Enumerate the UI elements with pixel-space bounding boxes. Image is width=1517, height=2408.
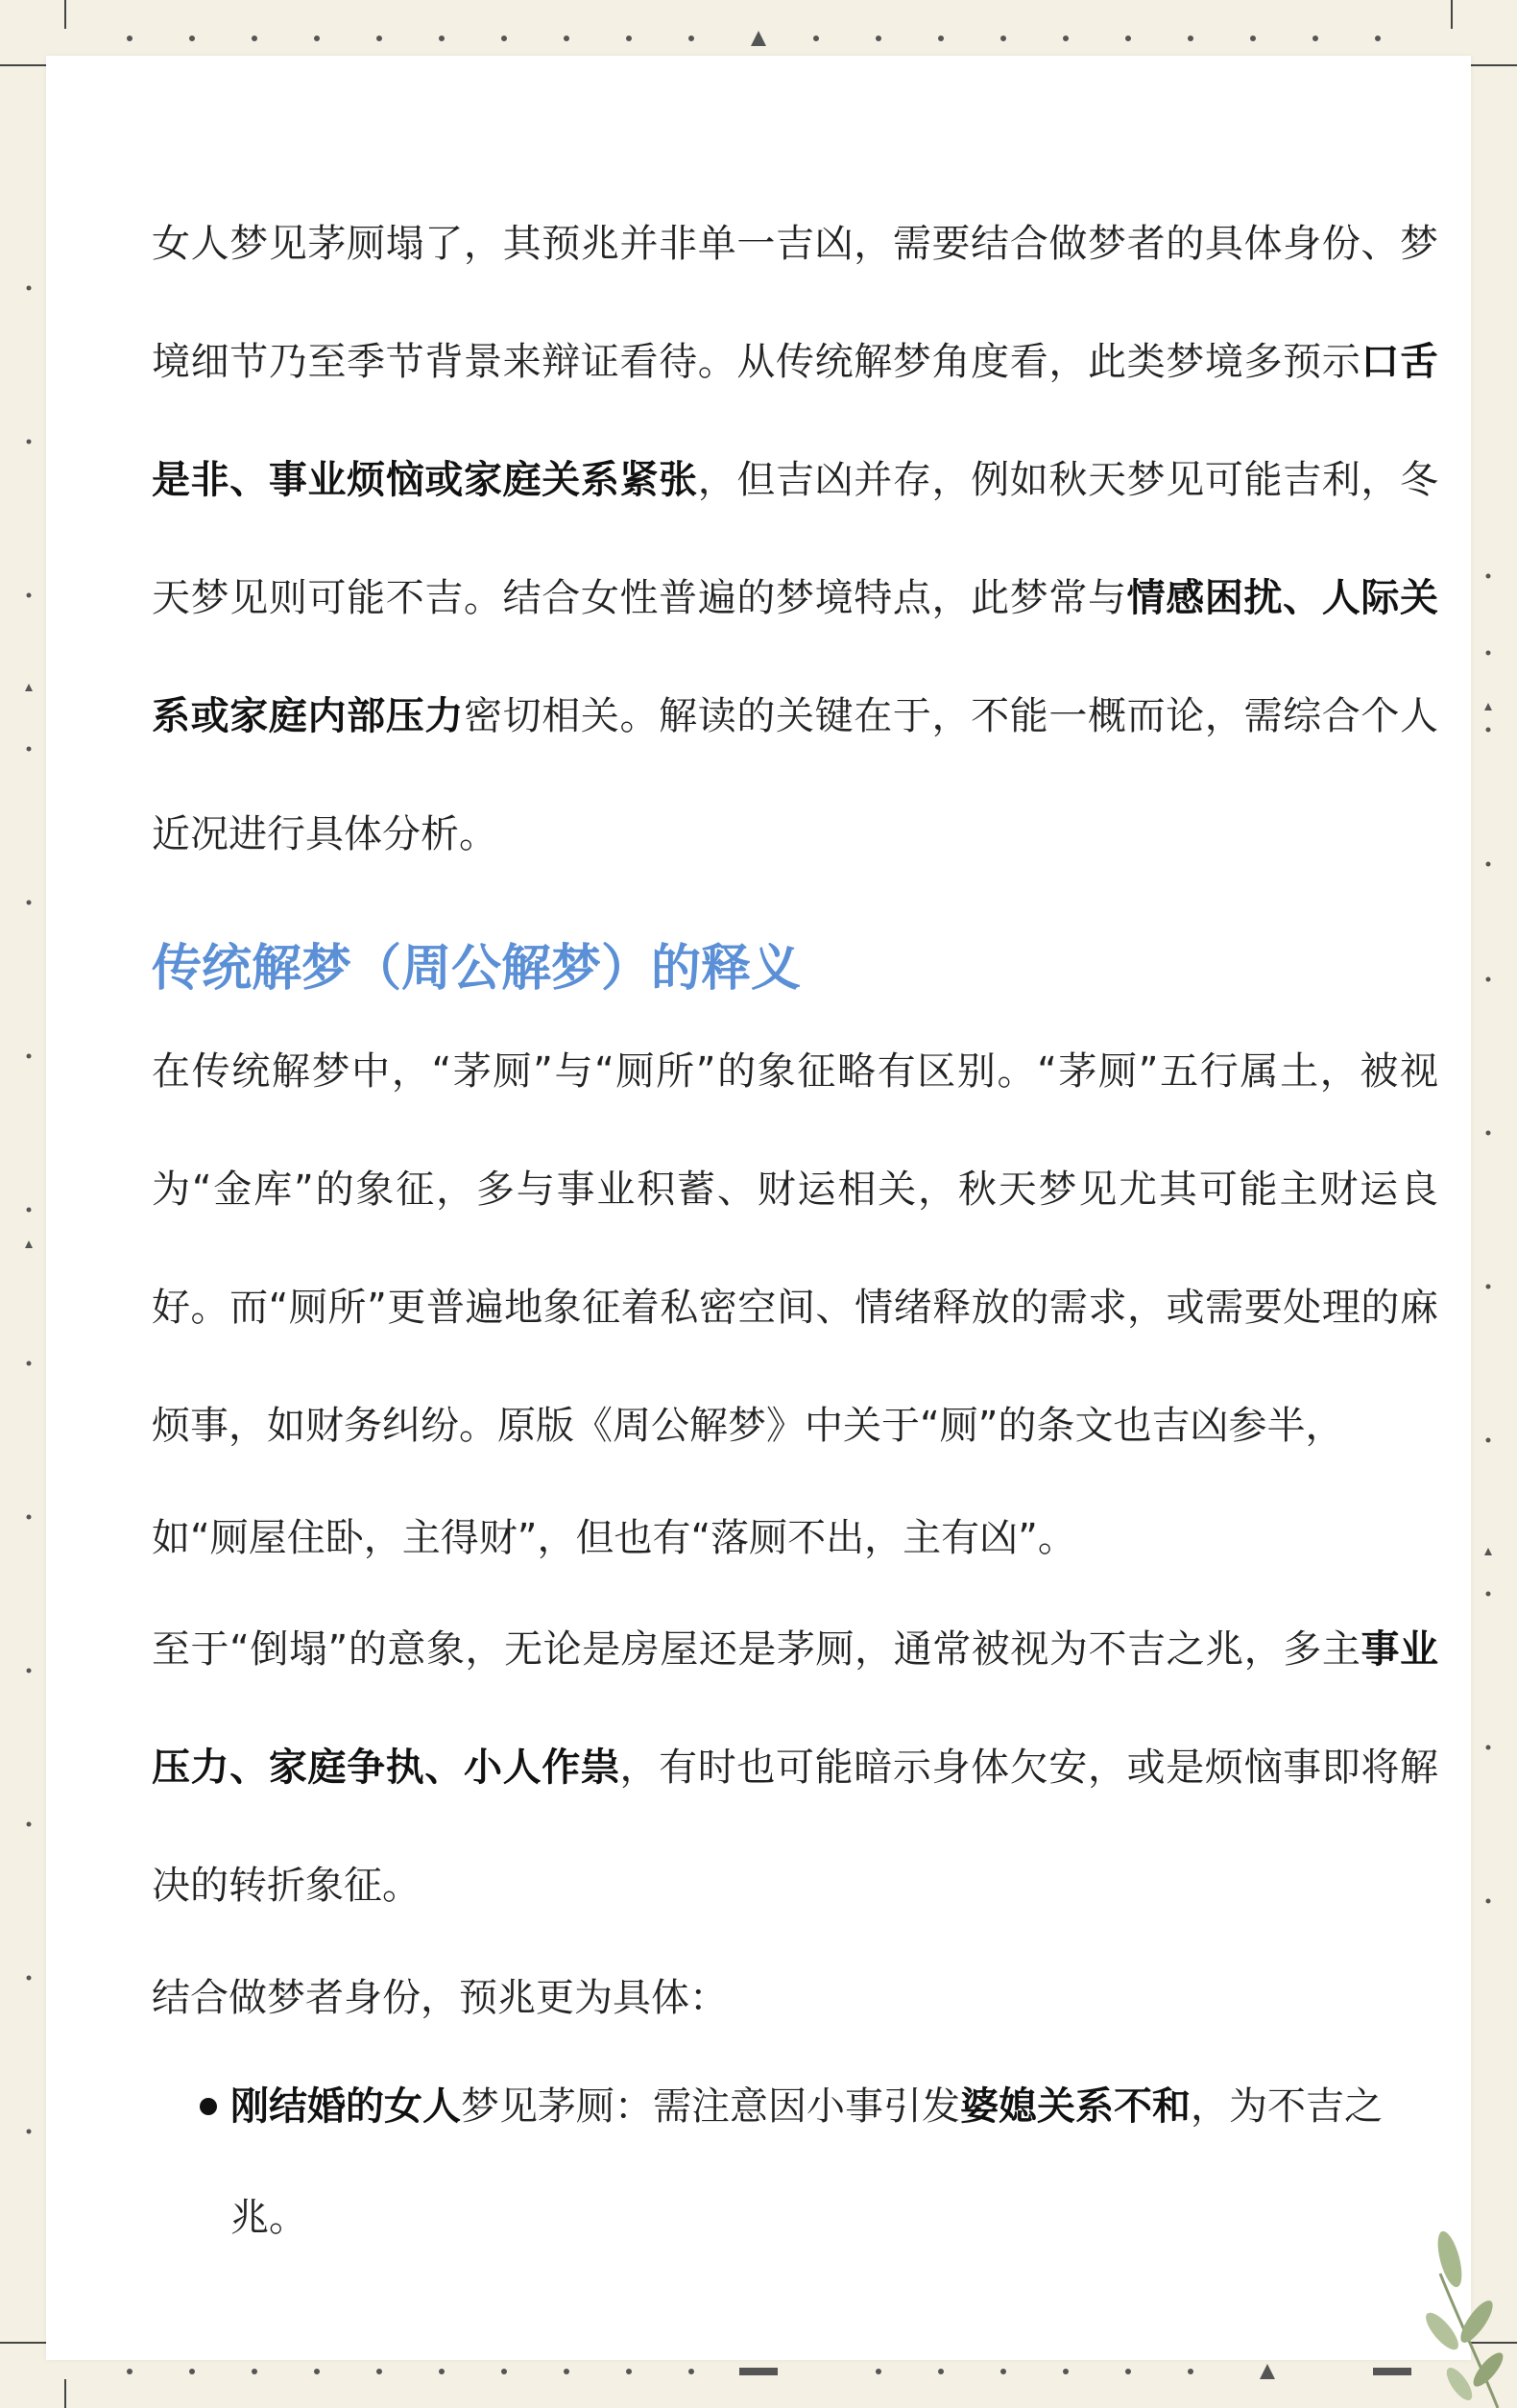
article-content xyxy=(152,185,1438,2274)
collapse-text-1: 至于“倒塌”的意象，无论是房屋还是茅厕，通常被视为不吉之兆，多主 xyxy=(152,1627,1361,1672)
collapse-paragraph xyxy=(152,1591,1438,1945)
intro-text-2: ，但吉凶并存，例如秋天梦见可能吉利，冬天梦见则可能不吉。结合女性普遍的梦境特点，此梦常与 xyxy=(152,458,1438,620)
collapse-bold-1: 事业压力、家庭争执、小人作祟 xyxy=(152,1627,1438,1790)
intro-bold-2: 情感困扰、人际关系或家庭内部压力 xyxy=(152,576,1438,738)
bullet-bold-1: 刚结婚的女人 xyxy=(230,2084,461,2129)
bullet-bold-2: 婆媳关系不和 xyxy=(960,2084,1191,2129)
bullet-text-2: ，为不吉之兆。 xyxy=(230,2084,1383,2240)
traditional-paragraph: 在传统解梦中，“茅厕”与“厕所”的象征略有区别。“茅厕”五行属土，被视为“金库”的象征，多与事业积蓄、财运相关，秋天梦见尤其可能主财运良好。而“厕所”更普遍地象征着私密空间、情绪释放的需求，或需要处理的麻烦事，如财务纠纷。原版《周公解梦》中关于“厕”的条文也吉凶参半， xyxy=(152,1049,1438,1448)
article-page xyxy=(46,56,1471,2360)
collapse-text-2: ，有时也可能暗示身体欠安，或是烦恼事即将解决的转折象征。 xyxy=(152,1746,1438,1908)
intro-text-1: 女人梦见茅厕塌了，其预兆并非单一吉凶，需要结合做梦者的具体身份、梦境细节乃至季节背景来辩证看待。从传统解梦角度看，此类梦境多预示 xyxy=(152,222,1438,384)
identity-paragraph: 结合做梦者身份，预兆更为具体： xyxy=(152,1976,728,2020)
bullet-item xyxy=(152,2051,1438,2274)
bullet-dot-icon xyxy=(200,2098,217,2115)
bullet-text-1: 梦见茅厕：需注意因小事引发 xyxy=(461,2084,960,2129)
intro-text-3: 密切相关。解读的关键在于，不能一概而论，需综合个人近况进行具体分析。 xyxy=(152,694,1438,856)
section-heading: 传统解梦（周公解梦）的释义 xyxy=(152,940,802,998)
intro-bold-1: 口舌是非、事业烦恼或家庭关系紧张 xyxy=(152,340,1438,502)
leaf-branch-icon xyxy=(1383,2216,1517,2408)
quote-paragraph: 如“厕屋住卧，主得财”，但也有“落厕不出，主有凶”。 xyxy=(152,1516,1076,1560)
intro-paragraph xyxy=(152,185,1438,894)
